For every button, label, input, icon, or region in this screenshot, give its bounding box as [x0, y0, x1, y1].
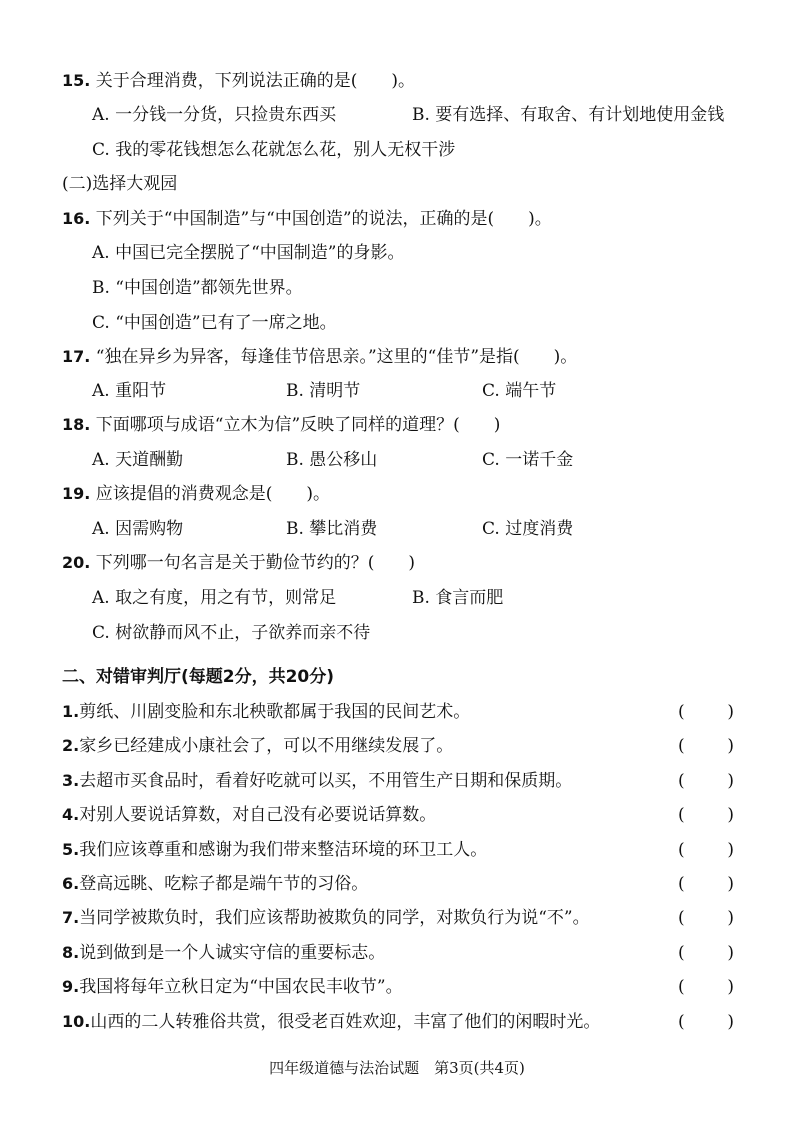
judge-statement: 说到做到是一个人诚实守信的重要标志。: [79, 943, 386, 963]
question-17: [62, 345, 577, 369]
question-text: 下面哪项与成语“立木为信”反映了同样的道理？( ): [95, 415, 501, 435]
judge-number: 9.: [62, 977, 80, 996]
question-text: 关于合理消费，下列说法正确的是( )。: [95, 71, 416, 91]
option-c: C. 过度消费: [482, 519, 574, 539]
judge-statement: 家乡已经建成小康社会了，可以不用继续发展了。: [79, 736, 454, 756]
option-b: B. 愚公移山: [286, 450, 378, 470]
judge-number: 7.: [62, 908, 80, 927]
judge-text: [62, 769, 572, 793]
question-19: [62, 482, 330, 506]
question-number: 16.: [62, 209, 91, 228]
judge-number: 5.: [62, 840, 80, 859]
question-number: 18.: [62, 415, 91, 434]
question-number: 19.: [62, 484, 91, 503]
option-c: C. 树欲静而风不止，子欲养而亲不待: [92, 623, 371, 643]
option-a: A. 中国已完全摆脱了“中国制造”的身影。: [92, 243, 405, 263]
judge-item: [62, 941, 734, 965]
option-b: B. 攀比消费: [286, 519, 378, 539]
answer-blank[interactable]: [678, 838, 734, 862]
paren-close: ): [727, 1012, 734, 1032]
judge-statement: 山西的二人转雅俗共赏，很受老百姓欢迎，丰富了他们的闲暇时光。: [90, 1012, 601, 1032]
paren-close: ): [727, 908, 734, 928]
option-a: A. 一分钱一分货，只捡贵东西买: [92, 105, 337, 125]
judge-text: [62, 838, 487, 862]
option-b: B. 清明节: [286, 381, 361, 401]
paren-close: ): [727, 874, 734, 894]
judge-statement: 我国将每年立秋日定为“中国农民丰收节”。: [79, 977, 403, 997]
question-15-options-row1: [92, 103, 772, 127]
question-18: [62, 413, 500, 437]
judge-item: [62, 975, 734, 999]
judge-number: 6.: [62, 874, 80, 893]
judge-text: [62, 941, 385, 965]
question-18-options: [92, 448, 772, 472]
answer-blank[interactable]: [678, 906, 734, 930]
judge-text: [62, 1010, 600, 1034]
judge-number: 1.: [62, 702, 80, 721]
paren-open: (: [678, 1012, 685, 1032]
paren-close: ): [727, 943, 734, 963]
paren-close: ): [727, 736, 734, 756]
paren-open: (: [678, 736, 685, 756]
judge-number: 2.: [62, 736, 80, 755]
judge-item: [62, 872, 734, 896]
option-c: C. 一诺千金: [482, 450, 574, 470]
question-text: 下列哪一句名言是关于勤俭节约的？( ): [95, 553, 416, 573]
paren-close: ): [727, 702, 734, 722]
answer-blank[interactable]: [678, 975, 734, 999]
judge-text: [62, 700, 470, 724]
question-text: “独在异乡为异客，每逢佳节倍思亲。”这里的“佳节”是指( )。: [95, 347, 578, 367]
answer-blank[interactable]: [678, 1010, 734, 1034]
paren-open: (: [678, 702, 685, 722]
paren-close: ): [727, 977, 734, 997]
judge-item: [62, 1010, 734, 1034]
judge-item: [62, 803, 734, 827]
question-20-options-row1: [92, 586, 772, 610]
section-title: 二、对错审判厅(每题2分，共20分): [62, 667, 335, 687]
judge-item: [62, 906, 734, 930]
judge-item: [62, 700, 734, 724]
option-c: C. 端午节: [482, 381, 557, 401]
answer-blank[interactable]: [678, 700, 734, 724]
question-text: 应该提倡的消费观念是( )。: [95, 484, 331, 504]
option-a: A. 天道酬勤: [92, 450, 184, 470]
answer-blank[interactable]: [678, 803, 734, 827]
judge-number: 8.: [62, 943, 80, 962]
judge-text: [62, 906, 590, 930]
paren-close: ): [727, 840, 734, 860]
paren-open: (: [678, 908, 685, 928]
judge-text: [62, 803, 436, 827]
answer-blank[interactable]: [678, 734, 734, 758]
judge-number: 3.: [62, 771, 80, 790]
paren-open: (: [678, 943, 685, 963]
judge-text: [62, 975, 403, 999]
answer-blank[interactable]: [678, 872, 734, 896]
question-20: [62, 551, 415, 575]
page-footer: 四年级道德与法治试题 第3页(共4页): [269, 1059, 525, 1077]
judge-item: [62, 769, 734, 793]
judge-statement: 当同学被欺负时，我们应该帮助被欺负的同学，对欺负行为说“不”。: [79, 908, 590, 928]
question-number: 15.: [62, 71, 91, 90]
question-17-options: [92, 379, 772, 403]
option-b: B. “中国创造”都领先世界。: [92, 278, 303, 298]
judge-text: [62, 872, 368, 896]
judge-statement: 剪纸、川剧变脸和东北秧歌都属于我国的民间艺术。: [79, 702, 471, 722]
paren-open: (: [678, 874, 685, 894]
option-a: A. 因需购物: [92, 519, 184, 539]
question-15: [62, 69, 415, 93]
option-c: C. 我的零花钱想怎么花就怎么花，别人无权干涉: [92, 140, 456, 160]
paren-open: (: [678, 840, 685, 860]
option-c: C. “中国创造”已有了一席之地。: [92, 313, 337, 333]
judge-statement: 登高远眺、吃粽子都是端午节的习俗。: [79, 874, 369, 894]
question-19-options: [92, 517, 772, 541]
answer-blank[interactable]: [678, 769, 734, 793]
judge-statement: 去超市买食品时，看着好吃就可以买，不用管生产日期和保质期。: [79, 771, 573, 791]
answer-blank[interactable]: [678, 941, 734, 965]
judge-number: 10.: [62, 1012, 91, 1031]
judge-text: [62, 734, 453, 758]
paren-close: ): [727, 771, 734, 791]
judge-number: 4.: [62, 805, 80, 824]
paren-open: (: [678, 805, 685, 825]
question-number: 20.: [62, 553, 91, 572]
section-subtitle: (二)选择大观园: [62, 174, 178, 194]
option-b: B. 要有选择、有取舍、有计划地使用金钱: [412, 105, 725, 125]
question-text: 下列关于“中国制造”与“中国创造”的说法，正确的是( )。: [95, 209, 552, 229]
judge-item: [62, 838, 734, 862]
judge-statement: 对别人要说话算数，对自己没有必要说话算数。: [79, 805, 437, 825]
paren-open: (: [678, 771, 685, 791]
option-a: A. 取之有度，用之有节，则常足: [92, 588, 337, 608]
paren-open: (: [678, 977, 685, 997]
judge-item: [62, 734, 734, 758]
option-a: A. 重阳节: [92, 381, 167, 401]
question-16: [62, 207, 552, 231]
question-number: 17.: [62, 347, 91, 366]
paren-close: ): [727, 805, 734, 825]
option-b: B. 食言而肥: [412, 588, 504, 608]
judge-statement: 我们应该尊重和感谢为我们带来整洁环境的环卫工人。: [79, 840, 488, 860]
